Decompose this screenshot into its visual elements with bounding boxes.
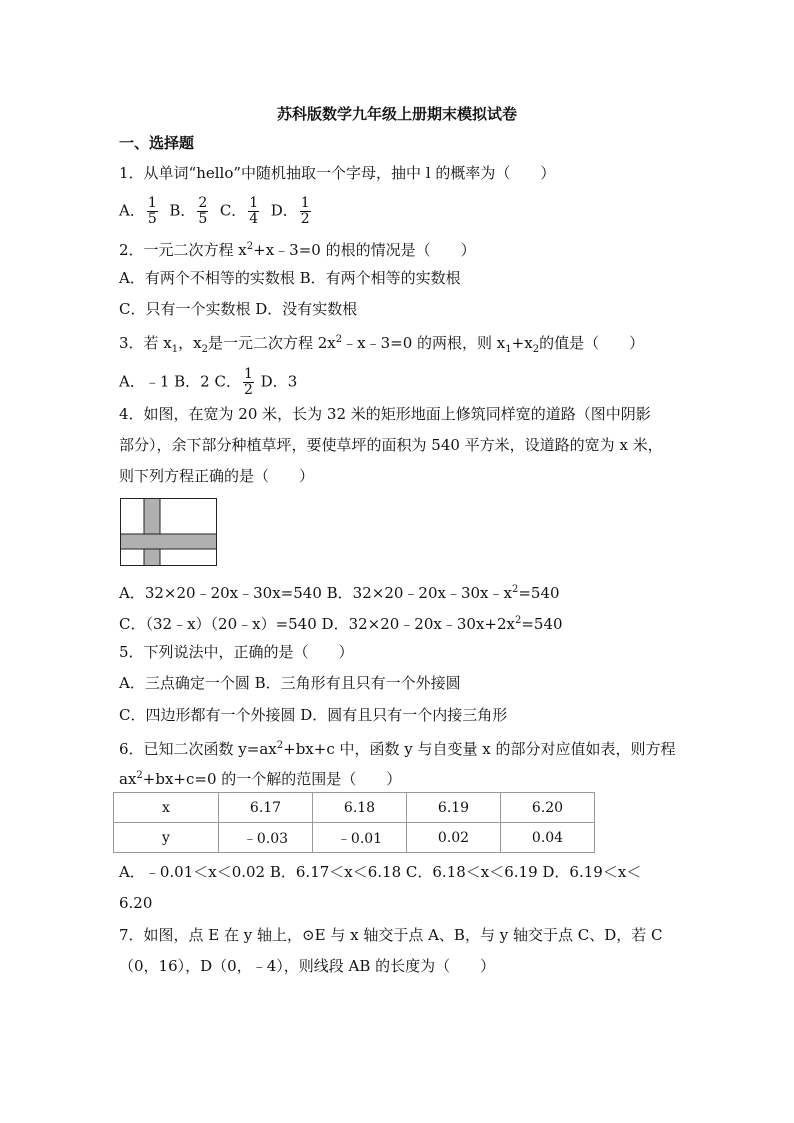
q2-stem: 2．一元二次方程 $x^2+x﹣3=0$ 的根的情况是（ ） [119,241,476,259]
q7-stem-line2: （0，16），D（0，﹣4），则线段 AB 的长度为（ ） [119,957,496,975]
table-cell: ﹣0.03 [219,823,313,853]
section-heading: 一、选择题 [119,134,195,152]
q6-options: A．﹣0.01＜x＜0.02 B．6.17＜x＜6.18 C．6.18＜x＜6.19 D．6.19＜x＜ [119,863,642,881]
q5-options-cd: C．四边形都有一个外接圆 D．圆有且只有一个内接三角形 [119,706,508,724]
table-cell: ﹣0.01 [313,823,407,853]
q7-stem-line1: 7．如图，点 E 在 y 轴上，⊙E 与 x 轴交于点 A、B，与 y 轴交于点 C、D，若 C [119,926,663,944]
q4-stem-line3: 则下列方程正确的是（ ） [119,467,315,485]
q6-options-cont: 6.20 [119,894,153,912]
table-cell: x [114,793,219,823]
horizontal-road [121,534,217,549]
road-rectangle-figure [120,498,218,568]
table-cell: 6.19 [407,793,501,823]
value-table [113,792,595,853]
q3-fraction-c: $\frac{1}{2}$ [243,366,253,398]
q5-options-ab: A．三点确定一个圆 B．三角形有且只有一个外接圆 [119,674,461,692]
q4-stem-line1: 4．如图，在宽为 20 米，长为 32 米的矩形地面上修筑同样宽的道路（图中阴影 [119,405,651,423]
vertical-road [144,499,160,566]
q1-fraction-c: $\frac{1}{4}$ [249,195,259,227]
q1-fraction-d: $\frac{1}{2}$ [300,195,310,227]
q1-stem: 1．从单词“hello”中随机抽取一个字母，抽中 l 的概率为（ ） [119,164,556,182]
q3-stem: 3．若 $x_1$，$x_2$是一元二次方程 $2x^2﹣x﹣3=0$ 的两根，则 $x_1+x_2$的值是（ ） [119,334,645,355]
q2-options-ab: A．有两个不相等的实数根 B．有两个相等的实数根 [119,269,461,287]
table-row-x [114,793,595,823]
table-cell: y [114,823,219,853]
q3-options: A．﹣1 B．2 C． $\frac{1}{2}$ D．3 [119,366,298,398]
table-row-y [114,823,595,853]
page-title: 苏科版数学九年级上册期末模拟试卷 [276,105,517,123]
q1-fraction-a: $\frac{1}{5}$ [147,195,157,227]
table-cell: 0.02 [407,823,501,853]
q1-fraction-b: $\frac{2}{5}$ [198,195,208,227]
q2-options-cd: C．只有一个实数根 D．没有实数根 [119,300,358,318]
q4-options-ab: A．32×20﹣20x﹣30x=540 B．$32\times 20﹣20x﹣30x﹣x^2=540$ [119,584,560,602]
q4-options-cd: C．（32﹣x）（20﹣x）=540 D．$32\times 20﹣20x﹣30x+2x^2=540$ [119,615,563,633]
table-cell: 6.20 [501,793,595,823]
q6-stem-line2: $ax^2+bx+c=0$ 的一个解的范围是（ ） [119,770,402,788]
q1-options: A． $\frac{1}{5}$ B． $\frac{2}{5}$ C． $\frac{1}{4}$ D． $\frac{1}{2}$ [119,195,310,227]
table-cell: 6.18 [313,793,407,823]
table-cell: 6.17 [219,793,313,823]
q5-stem: 5．下列说法中，正确的是（ ） [119,643,354,661]
q6-stem-line1: 6．已知二次函数 $y=ax^2+bx+c$ 中，函数 y 与自变量 x 的部分对应值如表，则方程 [119,740,676,758]
q4-stem-line2: 部分），余下部分种植草坪，要使草坪的面积为 540 平方米，设道路的宽为 x 米， [119,436,663,454]
table-cell: 0.04 [501,823,595,853]
